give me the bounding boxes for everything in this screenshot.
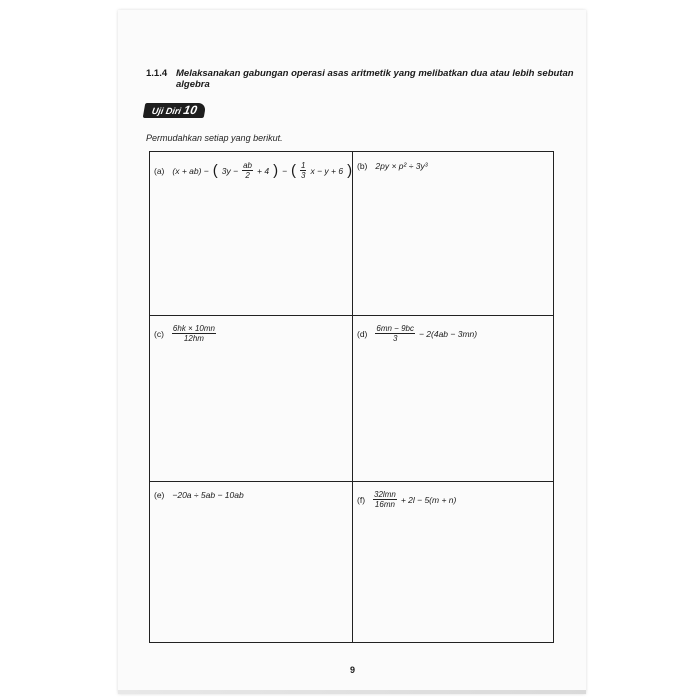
- question-a-label: (a): [154, 165, 165, 176]
- paren-close-icon: ): [273, 162, 279, 179]
- paren-open-icon: (: [291, 162, 297, 179]
- question-b-box[interactable]: [353, 152, 553, 316]
- question-d-box[interactable]: [353, 316, 553, 482]
- question-a-term-3: + 4: [257, 165, 270, 176]
- fraction-denominator: 3: [301, 171, 306, 180]
- question-d: [357, 324, 477, 343]
- fraction-denominator: 2: [245, 171, 250, 180]
- question-e-label: (e): [154, 490, 165, 500]
- fraction-numerator: 32lmn: [374, 490, 396, 499]
- badge-number: 10: [182, 103, 199, 117]
- question-b: [357, 161, 428, 171]
- question-a-term-2: 3y −: [221, 165, 239, 176]
- fraction-numerator: ab: [243, 161, 252, 170]
- question-b-label: (b): [357, 161, 368, 171]
- question-e-box[interactable]: [150, 482, 353, 642]
- fraction-numerator: 6hk × 10mn: [172, 324, 215, 333]
- question-d-label: (d): [357, 328, 368, 339]
- question-a-term-4: x − y + 6: [310, 165, 344, 176]
- question-a-operator: −: [282, 165, 288, 176]
- fraction-denominator: 3: [392, 334, 398, 343]
- worksheet-page: [118, 10, 586, 694]
- fraction-ab-over-2: [242, 161, 253, 180]
- question-c-label: (c): [154, 328, 164, 339]
- section-heading: [146, 68, 586, 90]
- badge-text: Uji Diri: [151, 106, 182, 116]
- question-e: [154, 490, 244, 500]
- question-f-box[interactable]: [353, 482, 553, 642]
- question-a-term-1: (x + ab) −: [172, 165, 209, 176]
- page-number: 9: [350, 665, 356, 675]
- question-f-label: (f): [357, 494, 366, 505]
- section-title: Melaksanakan gabungan operasi asas aritmetik yang melibatkan dua atau lebih sebutan algebra: [176, 68, 574, 90]
- question-f-fraction: [373, 490, 397, 509]
- fraction-denominator: 12hm: [183, 334, 204, 343]
- fraction-numerator: 1: [301, 161, 306, 170]
- question-d-fraction: [375, 324, 415, 343]
- question-a: [154, 161, 352, 180]
- question-b-expression: 2py × p² ÷ 3y³: [375, 161, 428, 171]
- question-c-fraction: [172, 324, 216, 343]
- question-c-box[interactable]: [150, 316, 353, 482]
- section-number: 1.1.4: [146, 68, 168, 79]
- question-f-expression: + 2l − 5(m + n): [400, 494, 457, 505]
- question-d-expression: − 2(4ab − 3mn): [418, 328, 478, 339]
- instruction-text: Permudahkan setiap yang berikut.: [146, 133, 283, 143]
- fraction-numerator: 6mn − 9bc: [376, 324, 414, 333]
- question-a-box[interactable]: [150, 152, 353, 316]
- question-c: [154, 324, 216, 343]
- page-edge-divider: [118, 690, 586, 694]
- paren-close-icon: ): [347, 162, 353, 179]
- uji-diri-badge: [143, 103, 207, 118]
- fraction-denominator: 16mn: [374, 500, 395, 509]
- fraction-1-over-3: [300, 161, 306, 180]
- exercise-grid: [149, 151, 554, 643]
- question-e-expression: −20a ÷ 5ab − 10ab: [172, 490, 244, 500]
- paren-open-icon: (: [212, 162, 218, 179]
- question-f: [357, 490, 456, 509]
